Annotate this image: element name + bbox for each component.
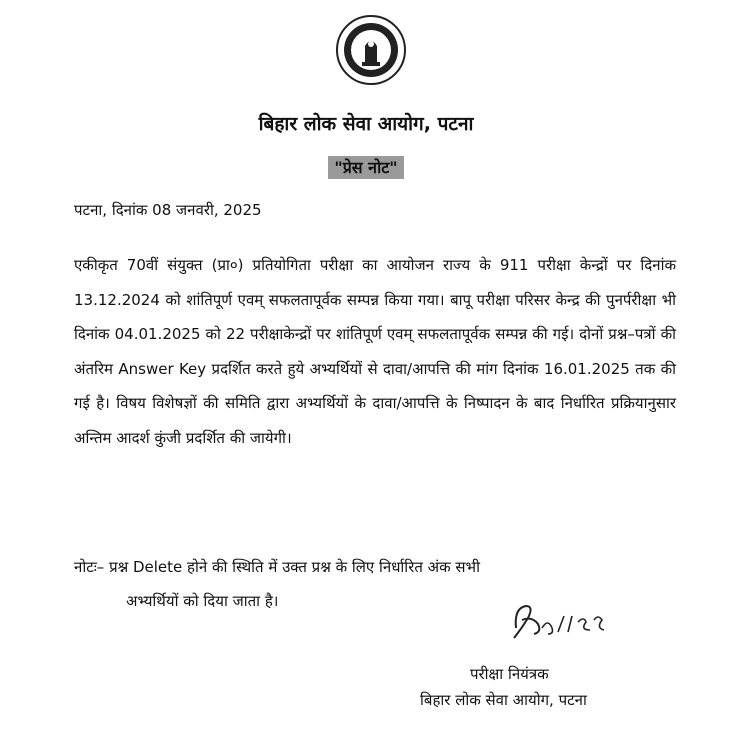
note-line-2: अभ्यर्थियों को दिया जाता है। xyxy=(126,592,279,610)
bpsc-logo-icon xyxy=(335,14,407,86)
press-note-heading xyxy=(0,156,732,178)
signatory-office: बिहार लोक सेवा आयोग, पटना xyxy=(420,691,587,709)
body-paragraph: एकीकृत 70वीं संयुक्त (प्रा०) प्रतियोगिता परीक्षा का आयोजन राज्य के 911 परीक्षा केन्द्रों पर दिनांक 13.12.2024 को शांतिपूर्ण एवम् सफलतापूर्वक सम्पन्न किया गया। बापू परीक्षा परिसर केन्द्र की पुनर्परीक्षा भी दिनांक 04.01.2025 को 22 परीक्षाकेन्द्रों पर शांतिपूर्ण एवम् सफलतापूर्वक सम्पन्न की गई। दोनों प्रश्न–पत्रों की अंतरिम Answer Key प्रदर्शित करते हुये अभ्यर्थियों से दावा/आपत्ति की मांग दिनांक 16.01.2025 तक की गई है। विषय विशेषज्ञों की समिति द्वारा अभ्यर्थियों के दावा/आपत्ति के निष्पादन के बाद निर्धारित प्रक्रियानुसार अन्तिम आदर्श कुंजी प्रदर्शित की जायेगी। xyxy=(74,256,676,447)
press-note-label: "प्रेस नोट" xyxy=(328,156,403,179)
dateline: पटना, दिनांक 08 जनवरी, 2025 xyxy=(74,201,262,219)
signatory-designation: परीक्षा नियंत्रक xyxy=(470,665,549,683)
note-line-1: नोटः– प्रश्न Delete होने की स्थिति में उक्त प्रश्न के लिए निर्धारित अंक सभी xyxy=(74,558,480,576)
handwritten-signature xyxy=(508,598,608,646)
page-title: बिहार लोक सेवा आयोग, पटना xyxy=(258,113,474,135)
